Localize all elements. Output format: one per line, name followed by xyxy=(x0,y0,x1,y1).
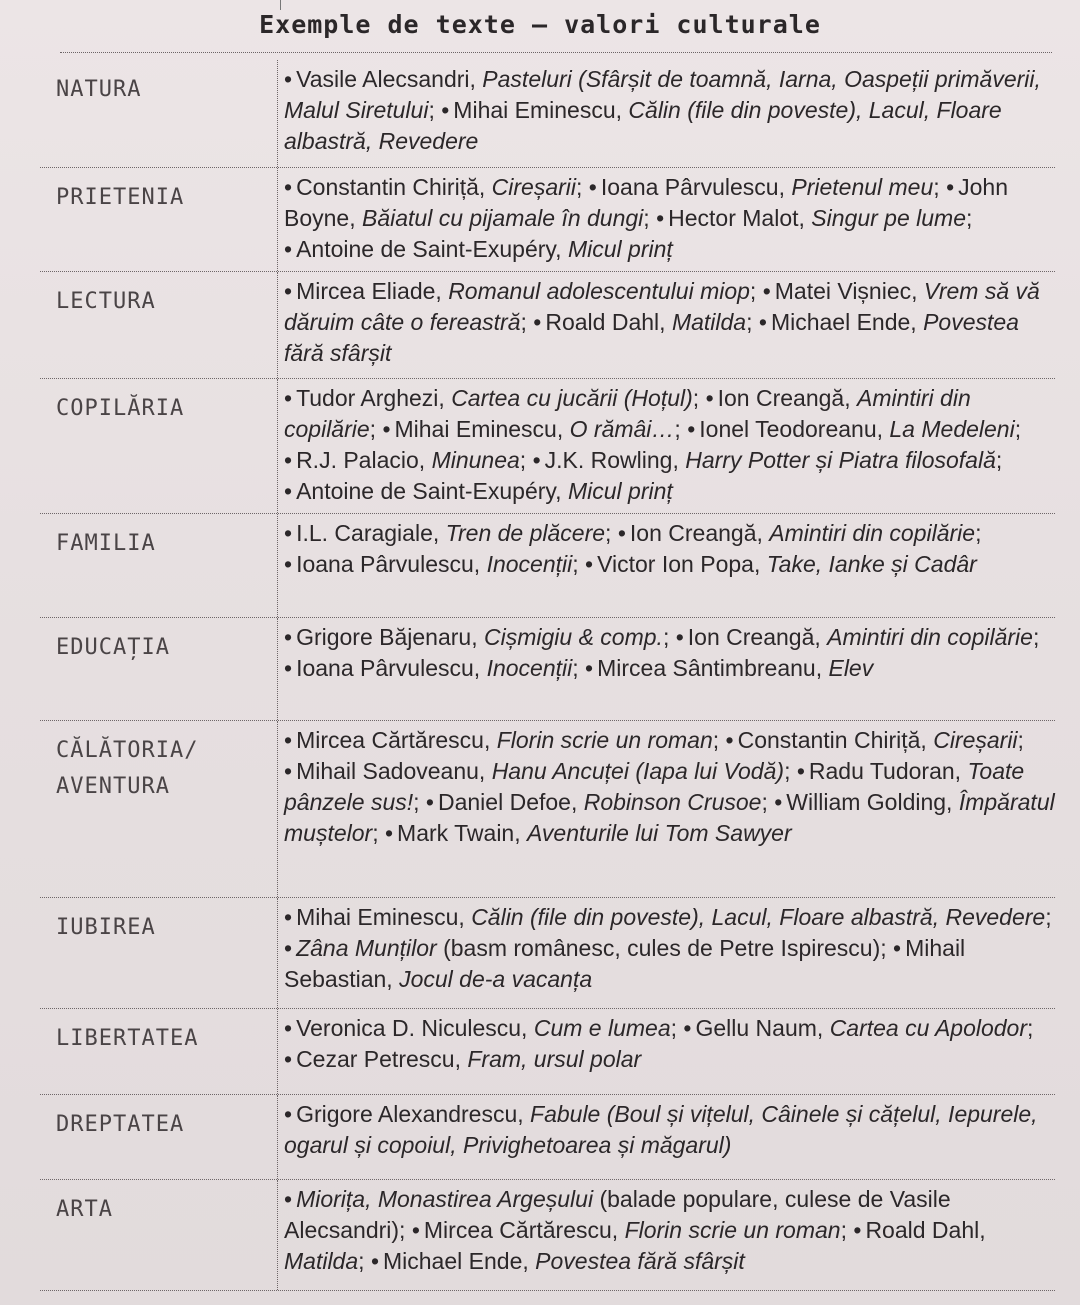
work-title: La Medeleni xyxy=(889,416,1015,442)
list-item xyxy=(284,478,673,504)
table-row xyxy=(40,514,1055,618)
bullet-icon: • xyxy=(796,758,805,784)
table-row xyxy=(40,1095,1055,1180)
list-item xyxy=(284,551,579,577)
work-title: Prietenul meu xyxy=(791,174,934,200)
author-name: I.L. Caragiale, xyxy=(296,520,446,546)
work-title: Matilda xyxy=(671,309,747,335)
work-title: Cireșarii xyxy=(933,727,1018,753)
list-item xyxy=(618,520,982,546)
bullet-icon: • xyxy=(284,1101,293,1127)
title-divider xyxy=(60,52,1052,53)
list-item xyxy=(284,278,756,304)
work-note: ; xyxy=(712,727,720,753)
work-note: ; xyxy=(372,820,379,846)
table-row xyxy=(40,272,1055,379)
list-item xyxy=(284,385,699,411)
author-name: Michael Ende, xyxy=(383,1248,536,1274)
author-name: Roald Dahl, xyxy=(865,1217,986,1243)
author-name: R.J. Palacio, xyxy=(296,447,432,473)
bullet-icon: • xyxy=(588,174,597,200)
bullet-icon: • xyxy=(384,820,394,846)
work-note: ; xyxy=(519,447,527,473)
list-item xyxy=(683,1015,1033,1041)
table-row xyxy=(40,1180,1055,1291)
work-title: Călin (file din poveste), Lacul, Floare albastră, Revedere xyxy=(471,904,1046,930)
bullet-icon: • xyxy=(284,236,293,262)
bullet-icon: • xyxy=(656,205,665,231)
author-name: Cezar Petrescu, xyxy=(296,1046,468,1072)
list-item xyxy=(284,174,582,200)
bullet-icon: • xyxy=(705,385,714,411)
author-name: Gellu Naum, xyxy=(695,1015,830,1041)
author-name: Hector Malot, xyxy=(668,205,812,231)
list-item xyxy=(676,624,1040,650)
bullet-icon: • xyxy=(284,551,293,577)
works-list xyxy=(278,1009,1055,1094)
list-item xyxy=(284,1046,641,1072)
author-name: William Golding, xyxy=(786,789,959,815)
bullet-icon: • xyxy=(284,1015,293,1041)
bullet-icon: • xyxy=(425,789,434,815)
author-name: Matei Vișniec, xyxy=(774,278,924,304)
work-title: Amintiri din copilărie xyxy=(769,520,976,546)
work-note: ; xyxy=(428,97,435,123)
work-title: Cum e lumea xyxy=(533,1015,671,1041)
list-item xyxy=(533,447,1003,473)
work-title: Povestea fără sfârșit xyxy=(535,1248,745,1274)
work-title: Micul prinț xyxy=(567,236,673,262)
author-name: Mircea Cărtărescu, xyxy=(423,1217,625,1243)
work-title: Inocenții xyxy=(486,655,573,681)
value-label: FAMILIA xyxy=(40,514,278,617)
work-title: Cartea cu Apolodor xyxy=(829,1015,1028,1041)
work-title: Vrem să vă dăruim câte o fereastră xyxy=(284,278,1040,335)
bullet-icon: • xyxy=(758,309,767,335)
works-list xyxy=(278,514,1055,617)
list-item xyxy=(426,789,768,815)
value-label: COPILĂRIA xyxy=(40,379,278,513)
bullet-icon: • xyxy=(284,278,293,304)
work-note: ; xyxy=(840,1217,847,1243)
bullet-icon: • xyxy=(284,447,293,473)
work-note: ; xyxy=(749,278,757,304)
bullet-icon: • xyxy=(533,309,542,335)
author-name: Mircea Eliade, xyxy=(296,278,449,304)
bullet-icon: • xyxy=(370,1248,379,1274)
value-label: IUBIREA xyxy=(40,898,278,1008)
table-row xyxy=(40,379,1055,514)
list-item xyxy=(726,727,1024,753)
bullet-icon: • xyxy=(532,447,541,473)
author-name: John Boyne, xyxy=(284,174,1008,231)
work-note: ; xyxy=(643,205,650,231)
bullet-icon: • xyxy=(284,727,293,753)
list-item xyxy=(284,1101,1038,1158)
work-note: ; xyxy=(966,205,973,231)
works-list xyxy=(278,1180,1055,1290)
work-title: Cireșarii xyxy=(491,174,576,200)
work-title: Miorița, Monastirea Argeșului xyxy=(296,1186,594,1212)
work-note: ; xyxy=(1045,904,1052,930)
list-item xyxy=(589,174,940,200)
work-note: ; xyxy=(784,758,791,784)
author-name: Mihail Sadoveanu, xyxy=(296,758,492,784)
bullet-icon: • xyxy=(284,385,293,411)
table-row xyxy=(40,1009,1055,1095)
works-list xyxy=(278,60,1055,167)
works-list xyxy=(278,168,1055,271)
list-item xyxy=(284,624,669,650)
work-note: ; xyxy=(670,1015,678,1041)
list-item xyxy=(585,655,873,681)
table-row xyxy=(40,721,1055,898)
bullet-icon: • xyxy=(284,758,293,784)
work-title: Micul prinț xyxy=(567,478,673,504)
work-title: O rămâi… xyxy=(569,416,675,442)
author-name: Ion Creangă, xyxy=(717,385,857,411)
bullet-icon: • xyxy=(284,904,293,930)
author-name: Daniel Defoe, xyxy=(437,789,584,815)
page-title: Exemple de texte – valori culturale xyxy=(259,10,821,39)
work-title: Inocenții xyxy=(486,551,573,577)
work-title: Jocul de-a vacanța xyxy=(399,966,593,992)
work-title: Băiatul cu pijamale în dungi xyxy=(362,205,644,231)
author-name: Ioana Pârvulescu, xyxy=(296,551,487,577)
value-label: ARTA xyxy=(40,1180,278,1290)
work-note: ; xyxy=(1017,727,1024,753)
bullet-icon: • xyxy=(687,416,696,442)
work-note: ; xyxy=(662,624,670,650)
values-table xyxy=(40,60,1055,1291)
value-label: PRIETENIA xyxy=(40,168,278,271)
work-note: ; xyxy=(1032,624,1040,650)
author-name: Antoine de Saint-Exupéry, xyxy=(296,236,568,262)
author-name: Mark Twain, xyxy=(397,820,527,846)
bullet-icon: • xyxy=(617,520,626,546)
author-name: Mihail Sebastian, xyxy=(284,935,966,992)
list-item xyxy=(284,447,526,473)
work-note: ; xyxy=(605,520,612,546)
list-item xyxy=(284,1015,677,1041)
work-note: ; xyxy=(746,309,753,335)
work-title: Pasteluri (Sfârșit de toamnă, Iarna, Oaspeții primăverii, Malul Siretului xyxy=(284,66,1041,123)
work-title: Aventurile lui Tom Sawyer xyxy=(527,820,792,846)
work-note: ; xyxy=(520,309,527,335)
works-list xyxy=(278,898,1055,1008)
author-name: Grigore Alexandrescu, xyxy=(296,1101,531,1127)
list-item xyxy=(284,935,887,961)
table-row xyxy=(40,60,1055,168)
author-name: Ion Creangă, xyxy=(687,624,828,650)
author-name: Roald Dahl, xyxy=(545,309,672,335)
author-name: Radu Tudoran, xyxy=(808,758,968,784)
bullet-icon: • xyxy=(284,624,293,650)
value-label: DREPTATEA xyxy=(40,1095,278,1179)
work-note: ; xyxy=(572,655,579,681)
list-item xyxy=(687,416,1021,442)
work-title: Fram, ursul polar xyxy=(467,1046,642,1072)
bullet-icon: • xyxy=(284,1186,293,1212)
work-note: ; xyxy=(413,789,420,815)
work-note: ; xyxy=(761,789,768,815)
work-title: Zâna Munților xyxy=(296,935,437,961)
list-item xyxy=(656,205,972,231)
bullet-icon: • xyxy=(441,97,450,123)
works-list xyxy=(278,1095,1055,1179)
value-label: LECTURA xyxy=(40,272,278,378)
author-name: Constantin Chiriță, xyxy=(296,174,492,200)
bullet-icon: • xyxy=(762,278,771,304)
author-name: Mircea Cărtărescu, xyxy=(296,727,497,753)
list-item xyxy=(533,309,752,335)
author-name: Antoine de Saint-Exupéry, xyxy=(296,478,568,504)
work-title: Take, Ianke și Cadâr xyxy=(766,551,977,577)
bullet-icon: • xyxy=(585,655,594,681)
author-name: J.K. Rowling, xyxy=(544,447,686,473)
author-name: Ionel Teodoreanu, xyxy=(699,416,890,442)
table-row xyxy=(40,168,1055,272)
works-list xyxy=(278,618,1055,720)
work-title: Romanul adolescentului miop xyxy=(448,278,750,304)
bullet-icon: • xyxy=(774,789,783,815)
list-item xyxy=(385,820,792,846)
author-name: Vasile Alecsandri, xyxy=(296,66,483,92)
work-note: ; xyxy=(576,174,583,200)
work-title: Toate pânzele sus! xyxy=(284,758,1025,815)
work-title: Hanu Ancuței (Iapa lui Vodă) xyxy=(491,758,785,784)
table-row xyxy=(40,898,1055,1009)
list-item xyxy=(284,758,790,784)
list-item xyxy=(284,727,719,753)
work-note: ; xyxy=(1014,416,1022,442)
author-name: Ioana Pârvulescu, xyxy=(296,655,487,681)
author-name: Mihai Eminescu, xyxy=(394,416,570,442)
work-note: ; xyxy=(933,174,940,200)
bullet-icon: • xyxy=(284,478,293,504)
work-title: Fabule (Boul și vițelul, Câinele și cățelul, Iepurele, ogarul și copoiul, Privighetoarea și măgarul) xyxy=(284,1101,1038,1158)
work-title: Amintiri din copilărie xyxy=(284,385,971,442)
work-note: (basm românesc, cules de Petre Ispirescu); xyxy=(436,935,887,961)
bullet-icon: • xyxy=(284,935,293,961)
work-note: ; xyxy=(692,385,700,411)
bullet-icon: • xyxy=(284,520,293,546)
author-name: Victor Ion Popa, xyxy=(597,551,767,577)
bullet-icon: • xyxy=(284,174,293,200)
work-note: (balade populare, culese de Vasile Alecsandri); xyxy=(284,1186,951,1243)
works-list xyxy=(278,272,1055,378)
work-note: ; xyxy=(995,447,1003,473)
bullet-icon: • xyxy=(725,727,734,753)
author-name: Ioana Pârvulescu, xyxy=(600,174,792,200)
work-note: ; xyxy=(975,520,982,546)
value-label: NATURA xyxy=(40,60,278,167)
author-name: Mihai Eminescu, xyxy=(453,97,629,123)
work-title: Matilda xyxy=(284,1248,359,1274)
bullet-icon: • xyxy=(853,1217,862,1243)
list-item xyxy=(284,904,1052,930)
work-note: ; xyxy=(572,551,579,577)
work-title: Povestea fără sfârșit xyxy=(284,309,1019,366)
work-note: ; xyxy=(674,416,681,442)
bullet-icon: • xyxy=(893,935,902,961)
work-title: Amintiri din copilărie xyxy=(827,624,1033,650)
author-name: Mircea Sântimbreanu, xyxy=(597,655,829,681)
bullet-icon: • xyxy=(585,551,594,577)
list-item xyxy=(284,655,579,681)
author-name: Veronica D. Niculescu, xyxy=(296,1015,534,1041)
list-item xyxy=(585,551,977,577)
author-name: Constantin Chiriță, xyxy=(737,727,934,753)
author-name: Grigore Băjenaru, xyxy=(296,624,484,650)
work-title: Robinson Crusoe xyxy=(583,789,762,815)
value-label: EDUCAȚIA xyxy=(40,618,278,720)
author-name: Michael Ende, xyxy=(770,309,924,335)
value-label: LIBERTATEA xyxy=(40,1009,278,1094)
list-item xyxy=(284,236,673,262)
work-note: ; xyxy=(358,1248,365,1274)
table-row xyxy=(40,618,1055,721)
works-list xyxy=(278,721,1055,897)
bullet-icon: • xyxy=(675,624,684,650)
work-title: Cartea cu jucării (Hoțul) xyxy=(451,385,693,411)
bullet-icon: • xyxy=(284,66,293,92)
value-label: CĂLĂTORIA/ AVENTURA xyxy=(40,721,278,897)
author-name: Ion Creangă, xyxy=(629,520,770,546)
work-title: Cișmigiu & comp. xyxy=(484,624,663,650)
top-divider xyxy=(280,0,281,10)
works-list xyxy=(278,379,1055,513)
work-title: Elev xyxy=(828,655,874,681)
author-name: Mihai Eminescu, xyxy=(296,904,472,930)
bullet-icon: • xyxy=(284,655,293,681)
list-item xyxy=(412,1217,847,1243)
work-title: Minunea xyxy=(431,447,520,473)
work-title: Florin scrie un roman xyxy=(624,1217,841,1243)
list-item xyxy=(371,1248,745,1274)
bullet-icon: • xyxy=(683,1015,692,1041)
work-note: ; xyxy=(369,416,377,442)
work-note: ; xyxy=(1027,1015,1034,1041)
bullet-icon: • xyxy=(946,174,955,200)
author-name: Tudor Arghezi, xyxy=(296,385,452,411)
work-title: Florin scrie un roman xyxy=(496,727,713,753)
bullet-icon: • xyxy=(284,1046,293,1072)
list-item xyxy=(382,416,680,442)
work-title: Harry Potter și Piatra filosofală xyxy=(685,447,996,473)
work-title: Împăratul muștelor xyxy=(284,789,1055,846)
work-title: Călin (file din poveste), Lacul, Floare albastră, Revedere xyxy=(284,97,1002,154)
work-title: Tren de plăcere xyxy=(445,520,606,546)
work-title: Singur pe lume xyxy=(811,205,966,231)
list-item xyxy=(284,520,611,546)
bullet-icon: • xyxy=(382,416,391,442)
bullet-icon: • xyxy=(411,1217,420,1243)
